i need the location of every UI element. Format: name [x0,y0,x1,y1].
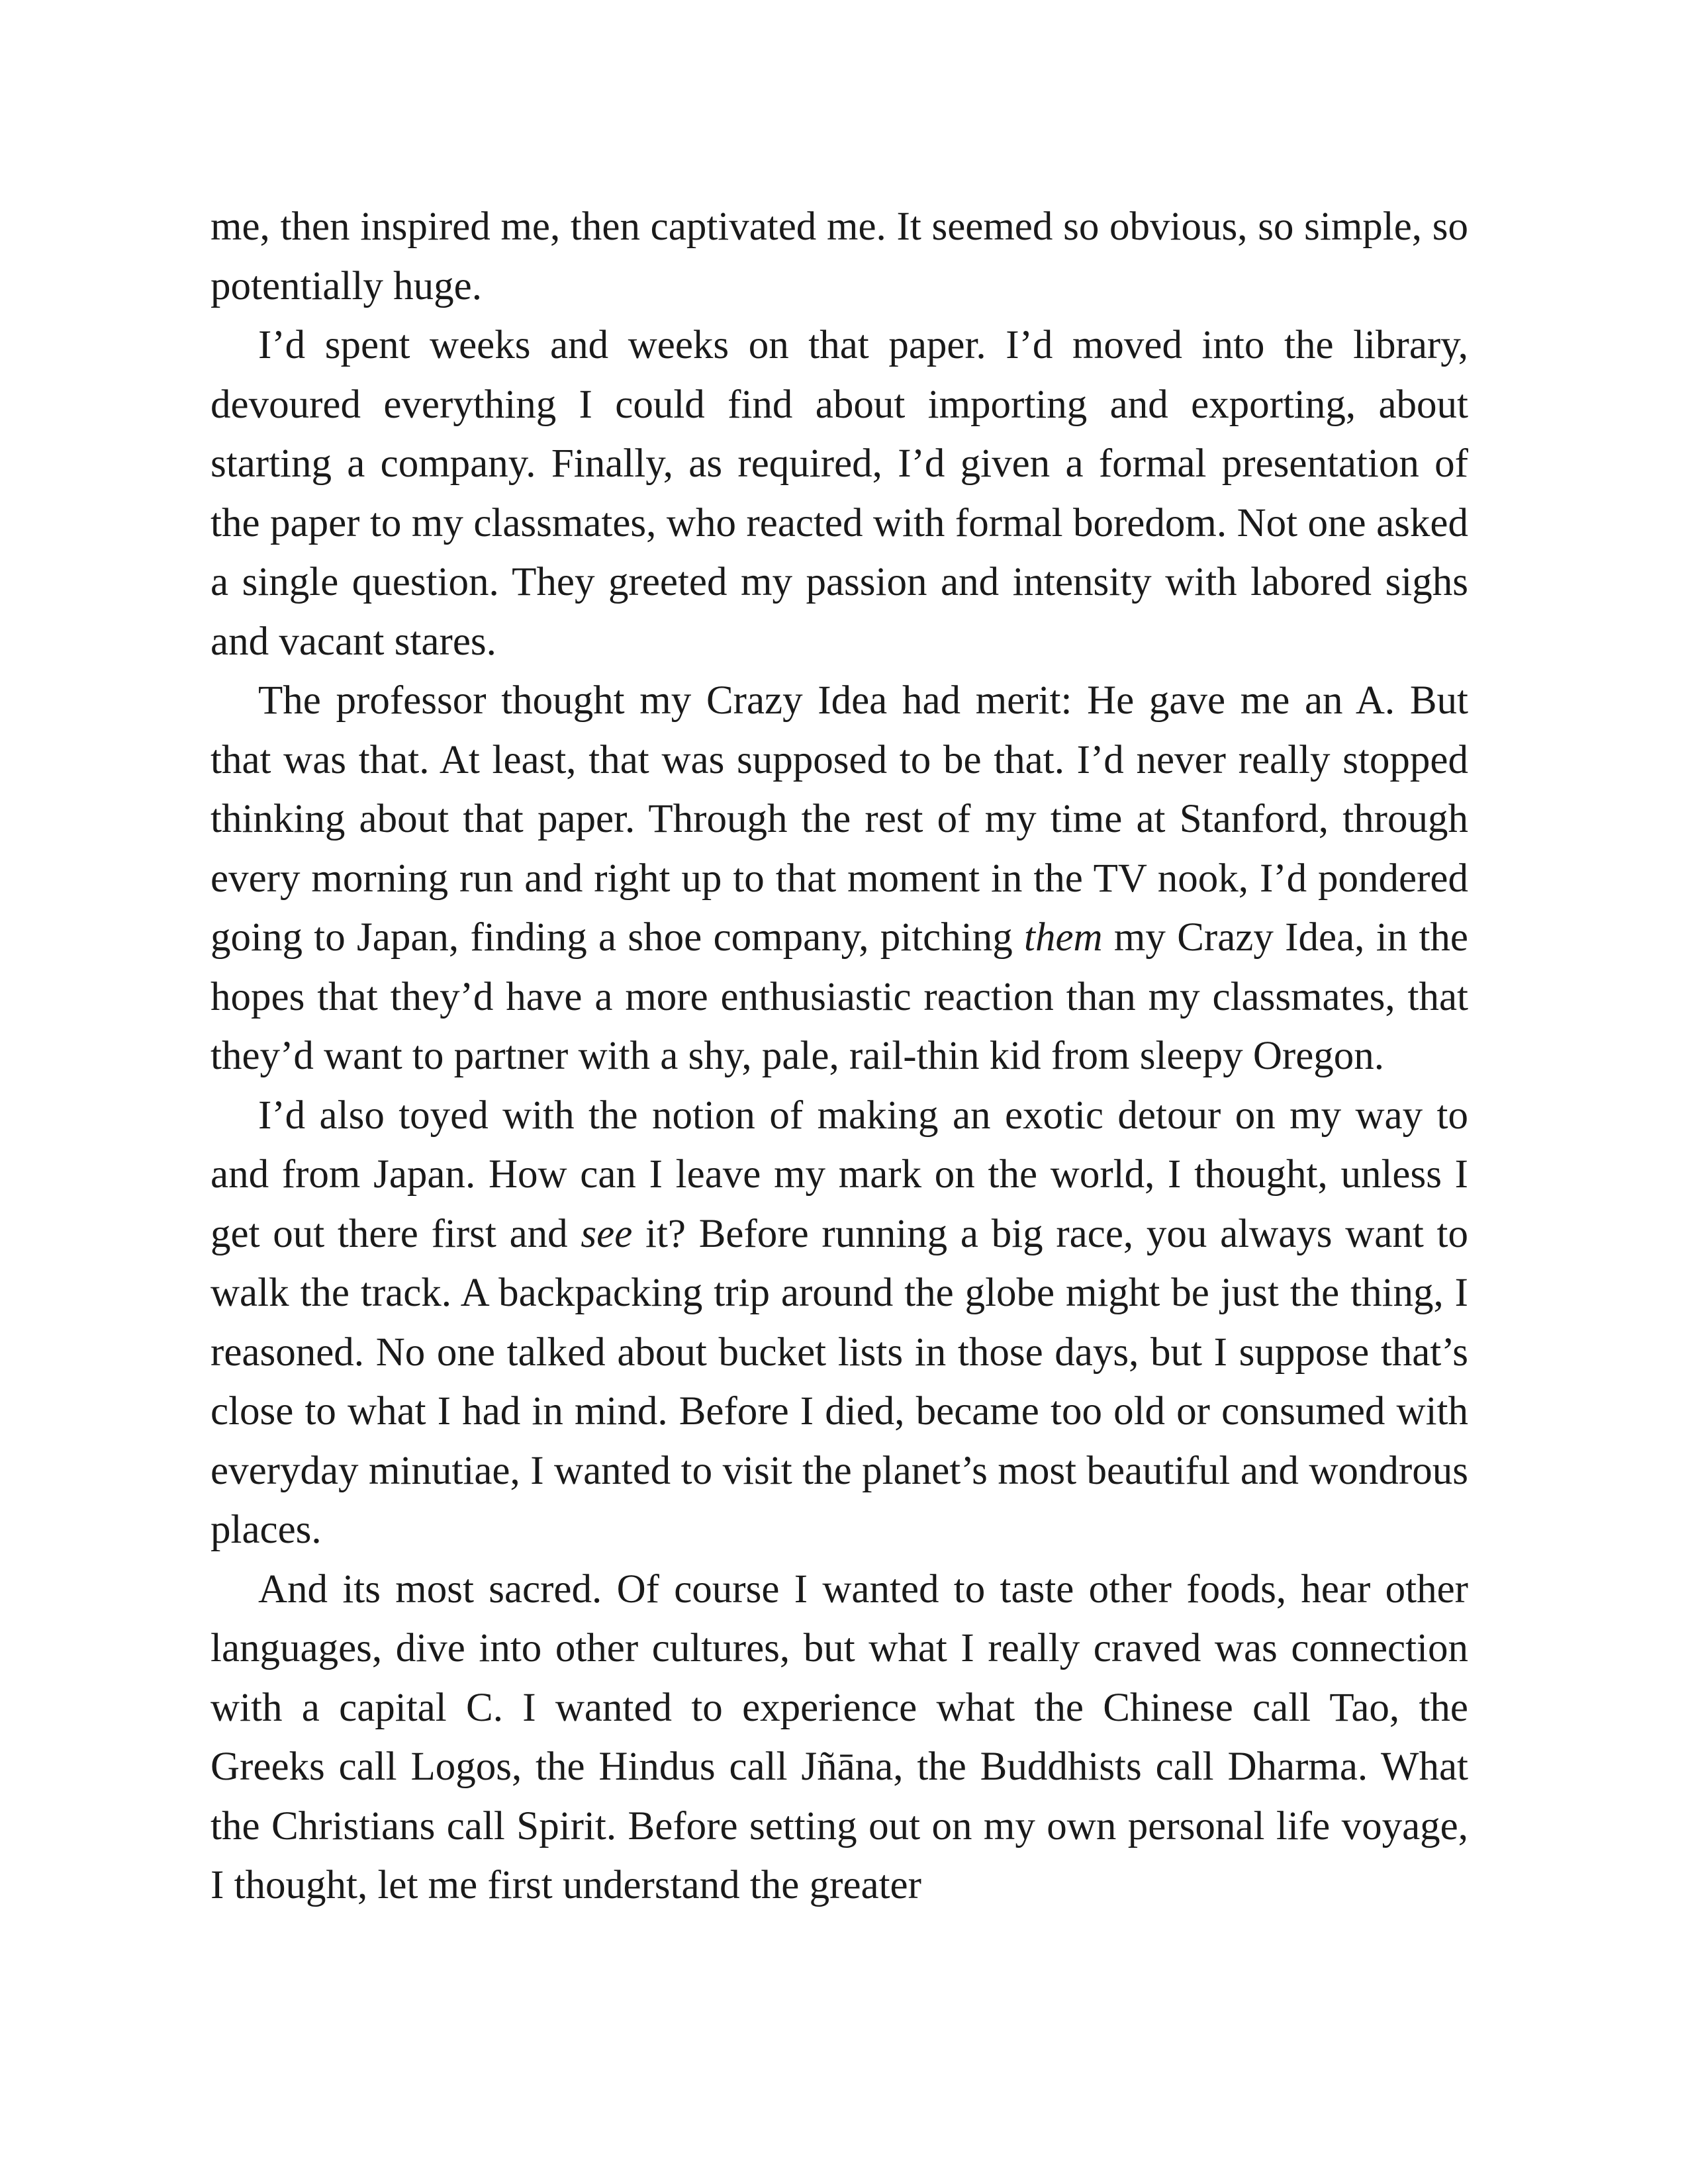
text-run: me, then inspired me, then captivated me. It seemed so obvious, so simple, so potentially huge. [211,205,1468,308]
text-run: And its most sacred. Of course I wanted to taste other foods, hear other languages, dive into other cultures, but what I really craved was connection with a capital C. I wanted to experience what the Chinese call Tao, the Greeks call Logos, the Hindus call Jñāna, the Buddhists call Dharma. What the Christians call Spirit. Before setting out on my own personal life voyage, I thought, let me first understand the greater [211,1567,1468,1907]
paragraph [211,671,1468,1086]
book-page-body [211,197,1468,1915]
paragraph [211,197,1468,316]
text-run: I’d spent weeks and weeks on that paper. I’d moved into the library, devoured everything I could find about importing and exporting, about starting a company. Finally, as required, I’d given a formal presentation of the paper to my classmates, who reacted with formal boredom. Not one asked a single question. They greeted my passion and intensity with labored sighs and vacant stares. [211,323,1468,664]
italic-text: see [581,1211,633,1256]
italic-text: them [1024,915,1103,960]
text-run: The professor thought my Crazy Idea had merit: He gave me an A. But that was that. At least, that was supposed to be that. I’d never really stopped thinking about that paper. Through the rest of my time at Stanford, through every morning run and right up to that moment in the TV nook, I’d pondered going to Japan, finding a shoe company, pitching [211,678,1468,960]
text-run: I’d also toyed with the notion of making an exotic detour on my way to and from Japan. How can I leave my mark on the world, I thought, unless I get out there first and [211,1093,1468,1256]
paragraph [211,1086,1468,1560]
text-run: it? Before running a big race, you always want to walk the track. A backpacking trip around the globe might be just the thing, I reasoned. No one talked about bucket lists in those days, but I suppose that’s close to what I had in mind. Before I died, became too old or consumed with everyday minutiae, I wanted to visit the planet’s most beautiful and wondrous places. [211,1211,1468,1552]
paragraph [211,1560,1468,1915]
text-run: my Crazy Idea, in the hopes that they’d have a more enthusiastic reaction than my classmates, that they’d want to partner with a shy, pale, rail-thin kid from sleepy Oregon. [211,915,1469,1078]
paragraph [211,316,1468,671]
